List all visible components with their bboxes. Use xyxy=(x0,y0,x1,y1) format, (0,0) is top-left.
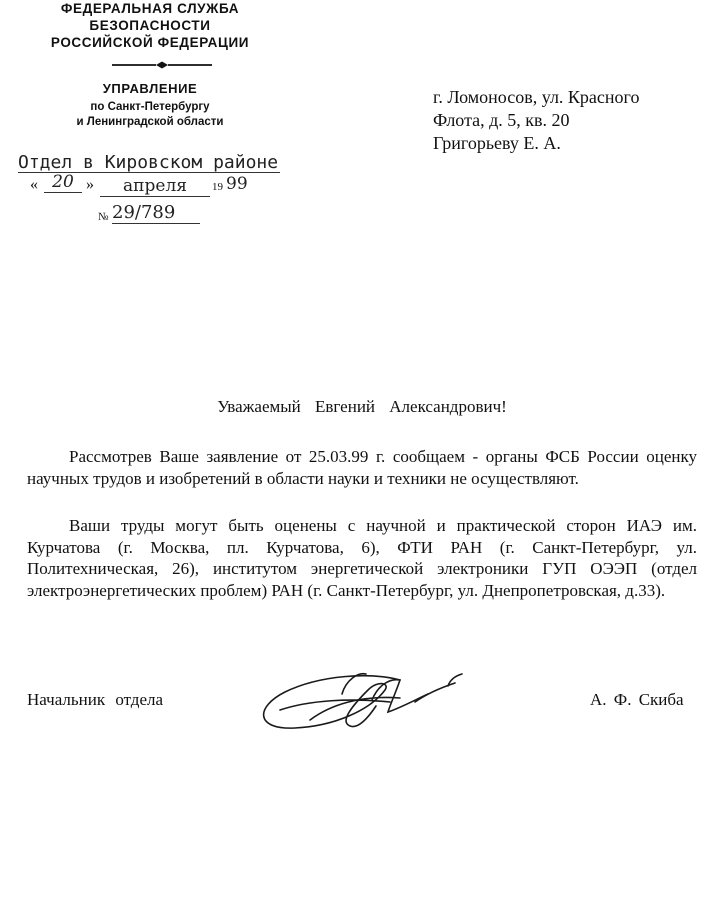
letterhead-organization xyxy=(0,0,300,51)
recipient-line: Григорьеву Е. А. xyxy=(433,133,561,153)
date-close-quote: » xyxy=(86,176,94,193)
unit-stamp: Отдел в Кировском районе xyxy=(18,152,279,173)
date-month: апреля xyxy=(100,176,210,197)
department-region-line: по Санкт-Петербургу xyxy=(90,101,210,113)
body-paragraph-2: Ваши труды могут быть оценены с научной и практической сторон ИАЭ им. Курчатова (г. Москва, пл. Курчатова, 6), ФТИ РАН (г. Санкт-Петербург, ул. Политехническая, 26), институтом энергетической электроники ГУП ОЭЭП (отдел электроэнергетических проблем) РАН (г. Санкт-Петербург, ул. Днепропетровская, д.33). xyxy=(27,516,697,600)
org-line: РОССИЙСКОЙ ФЕДЕРАЦИИ xyxy=(50,35,250,50)
recipient-address xyxy=(433,86,639,155)
department-region xyxy=(20,100,280,130)
department-title: УПРАВЛЕНИЕ xyxy=(102,81,198,96)
salutation: Уважаемый Евгений Александрович! xyxy=(217,397,507,416)
signatory-title: Начальник отдела xyxy=(27,690,164,709)
date-year-prefix: 19 xyxy=(212,181,223,193)
org-line: БЕЗОПАСНОСТИ xyxy=(89,18,211,33)
department-region-line: и Ленинградской области xyxy=(76,116,224,128)
recipient-line: г. Ломоносов, ул. Красного xyxy=(433,87,640,107)
date-day: 20 xyxy=(44,172,82,193)
recipient-line: Флота, д. 5, кв. 20 xyxy=(433,110,570,130)
org-line: ФЕДЕРАЛЬНАЯ СЛУЖБА xyxy=(60,1,240,16)
date-year: 99 xyxy=(226,174,248,194)
body-paragraph-1: Рассмотрев Ваше заявление от 25.03.99 г. сообщаем - органы ФСБ России оценку научных трудов и изобретений в области науки и техники не осуществляют. xyxy=(27,447,697,488)
number-sign: № xyxy=(98,211,109,223)
signatory-name: А. Ф. Скиба xyxy=(590,690,684,709)
reference-number: 29/789 xyxy=(112,202,200,224)
handwritten-signature xyxy=(250,650,490,750)
date-open-quote: « xyxy=(30,176,38,193)
letterhead-divider xyxy=(112,60,212,70)
